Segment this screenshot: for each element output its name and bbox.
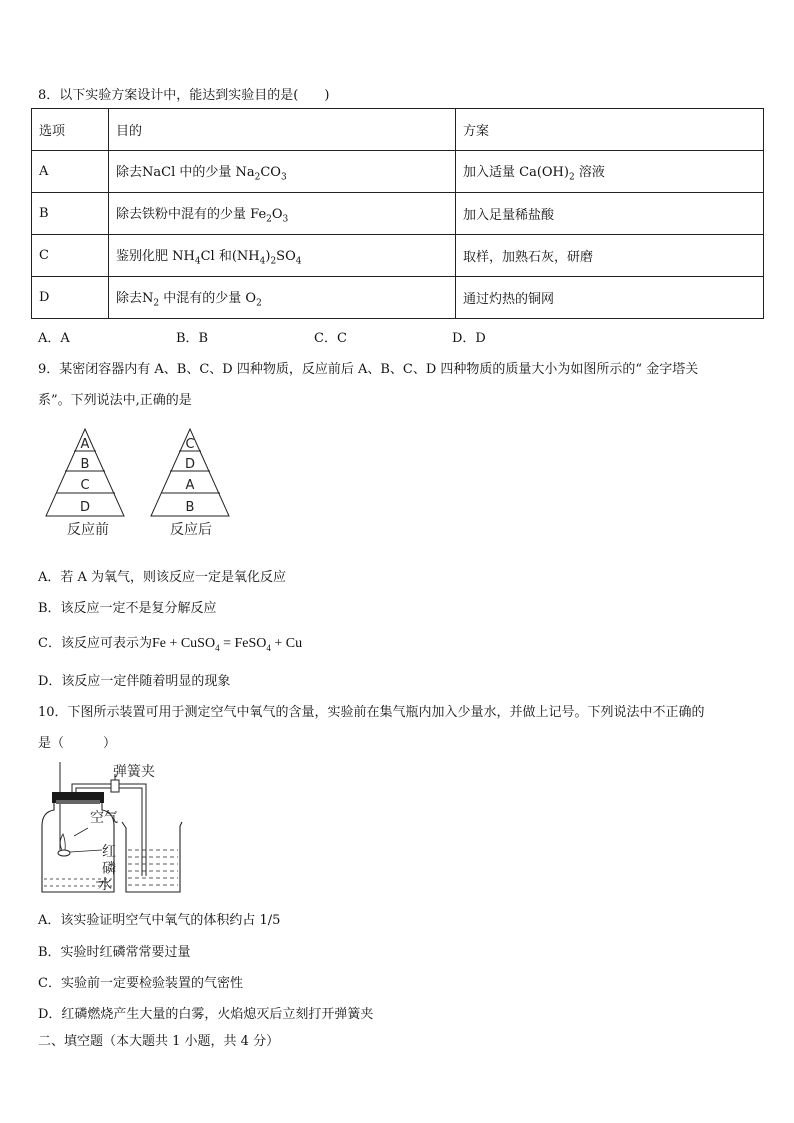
label-water: 水	[98, 877, 112, 893]
q10-apparatus-diagram	[36, 760, 186, 896]
pyramid-after	[151, 429, 229, 538]
q9-pyramid-figure	[40, 424, 240, 544]
table-header-row	[32, 109, 764, 151]
q10-option-b[interactable]: B．实验时红磷常常要过量	[38, 945, 191, 960]
pyramid-after-layer-3: A	[185, 478, 195, 493]
pyramid-before-layer-4: D	[79, 500, 91, 515]
q10-option-c[interactable]: C．实验前一定要检验装置的气密性	[38, 976, 243, 991]
row-option: D	[32, 277, 109, 319]
row-goal: 除去铁粉中混有的少量 $Fe_2O_3$	[109, 193, 456, 235]
pyramid-before	[46, 429, 124, 538]
row-plan: 通过灼热的铜网	[456, 277, 764, 319]
section-2-heading: 二、填空题（本大题共 1 小题，共 4 分）	[38, 1034, 280, 1049]
row-plan: 加入适量 $Ca(OH)_2$ 溶液	[456, 151, 764, 193]
q9-option-b[interactable]: B．该反应一定不是复分解反应	[38, 601, 217, 616]
label-phosphorus: 磷	[102, 861, 116, 877]
row-goal: 鉴别化肥 $NH_4Cl$ 和$(NH_4)_2SO_4$	[109, 235, 456, 277]
q9-option-d[interactable]: D．该反应一定伴随着明显的现象	[38, 674, 231, 689]
table-row	[32, 277, 764, 319]
label-red: 红	[102, 844, 116, 860]
q10-option-d[interactable]: D．红磷燃烧产生大量的白雾，火焰熄灭后立刻打开弹簧夹	[38, 1007, 374, 1022]
header-goal: 目的	[109, 109, 456, 151]
q9-stem-line1: 9．某密闭容器内有 A、B、C、D 四种物质，反应前后 A、B、C、D 四种物质的质量大小为如图所示的“ 金字塔关	[38, 362, 699, 377]
q8-choice-b[interactable]: B．B	[176, 331, 209, 346]
pyramid-after-layer-1: C	[185, 437, 195, 452]
pyramid-after-layer-4: B	[185, 500, 195, 515]
q9-option-c-text: C．该反应可表示为	[38, 636, 152, 651]
table-row	[32, 235, 764, 277]
table-row	[32, 193, 764, 235]
row-option: B	[32, 193, 109, 235]
pyramid-before-caption: 反应前	[67, 522, 109, 538]
q9-option-c[interactable]	[38, 632, 302, 653]
row-plan: 取样，加熟石灰，研磨	[456, 235, 764, 277]
header-option: 选项	[32, 109, 109, 151]
row-goal: 除去NaCl 中的少量 $Na_2CO_3$	[109, 151, 456, 193]
q9-option-a[interactable]: A．若 A 为氧气，则该反应一定是氧化反应	[38, 570, 287, 585]
q8-choice-d[interactable]: D．D	[452, 331, 486, 346]
q9-stem-line2: 系”。下列说法中,正确的是	[38, 393, 192, 408]
q8-options-table	[31, 108, 764, 319]
row-option: C	[32, 235, 109, 277]
row-goal: 除去$N_2$ 中混有的少量 $O_2$	[109, 277, 456, 319]
label-air: 空气	[90, 810, 118, 826]
pyramid-before-layer-3: C	[80, 478, 90, 493]
q9-option-c-formula: Fe + CuSO$_4$ = FeSO$_4$ + Cu	[151, 636, 303, 653]
pyramid-before-layer-1: A	[80, 437, 90, 452]
q8-choice-c[interactable]: C．C	[314, 331, 347, 346]
row-option: A	[32, 151, 109, 193]
q10-stem-line2: 是（ ）	[38, 736, 117, 751]
pyramid-after-layer-2: D	[184, 457, 196, 472]
pyramid-after-caption: 反应后	[170, 522, 212, 538]
header-plan: 方案	[456, 109, 764, 151]
label-clip: 弹簧夹	[113, 764, 155, 780]
pyramid-before-layer-2: B	[80, 457, 90, 472]
q10-option-a[interactable]: A．该实验证明空气中氧气的体积约占 1/5	[38, 913, 281, 928]
q8-choice-a[interactable]: A．A	[38, 331, 70, 346]
table-row	[32, 151, 764, 193]
q8-stem: 8．以下实验方案设计中，能达到实验目的是( )	[38, 88, 330, 103]
q10-stem-line1: 10．下图所示装置可用于测定空气中氧气的含量，实验前在集气瓶内加入少量水，并做上记号。下列说法中不正确的	[38, 705, 705, 720]
row-plan: 加入足量稀盐酸	[456, 193, 764, 235]
